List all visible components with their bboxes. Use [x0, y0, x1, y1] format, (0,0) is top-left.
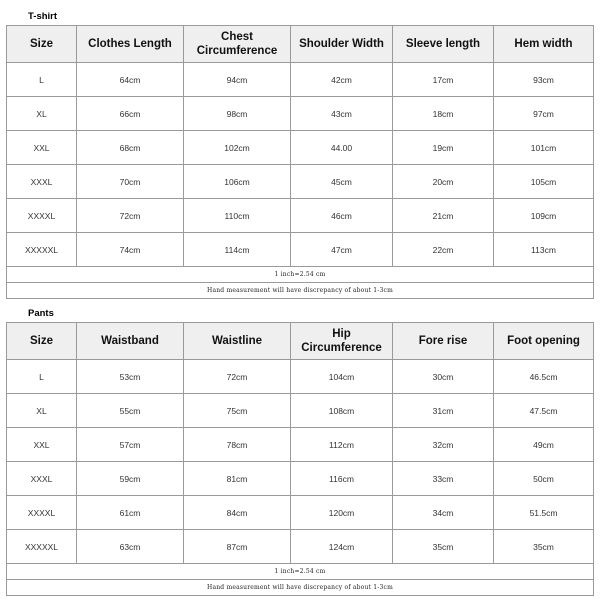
size-cell: XXL [7, 131, 77, 165]
table-cell: 34cm [393, 496, 494, 530]
size-cell: XXL [7, 428, 77, 462]
table-cell: 35cm [494, 530, 594, 564]
table-cell: 51.5cm [494, 496, 594, 530]
table-cell: 105cm [494, 165, 594, 199]
header-size: Size [7, 26, 77, 63]
table-cell: 55cm [77, 394, 184, 428]
table-cell: 81cm [184, 462, 291, 496]
tshirt-size-table [6, 25, 594, 299]
header-hip-circumference: Hip Circumference [291, 323, 393, 360]
unit-conversion-note: 1 inch=2.54 cm [7, 564, 594, 580]
table-cell: 31cm [393, 394, 494, 428]
note-row [7, 564, 594, 580]
table-cell: 102cm [184, 131, 291, 165]
size-cell: XL [7, 97, 77, 131]
table-cell: 22cm [393, 233, 494, 267]
table-cell: 113cm [494, 233, 594, 267]
table-header-row [7, 26, 594, 63]
table-row [7, 394, 594, 428]
table-cell: 47.5cm [494, 394, 594, 428]
pants-section-title: Pants [28, 308, 54, 319]
table-cell: 47cm [291, 233, 393, 267]
table-cell: 66cm [77, 97, 184, 131]
table-cell: 124cm [291, 530, 393, 564]
table-cell: 97cm [494, 97, 594, 131]
table-cell: 94cm [184, 63, 291, 97]
table-cell: 72cm [184, 360, 291, 394]
note-row [7, 283, 594, 299]
header-sleeve-length: Sleeve length [393, 26, 494, 63]
table-cell: 49cm [494, 428, 594, 462]
table-cell: 35cm [393, 530, 494, 564]
table-cell: 68cm [77, 131, 184, 165]
table-cell: 53cm [77, 360, 184, 394]
table-cell: 75cm [184, 394, 291, 428]
table-cell: 110cm [184, 199, 291, 233]
table-cell: 33cm [393, 462, 494, 496]
table-row [7, 165, 594, 199]
header-fore-rise: Fore rise [393, 323, 494, 360]
tshirt-section-title: T-shirt [28, 11, 58, 22]
table-cell: 98cm [184, 97, 291, 131]
table-cell: 57cm [77, 428, 184, 462]
table-cell: 114cm [184, 233, 291, 267]
size-cell: L [7, 63, 77, 97]
table-row [7, 360, 594, 394]
note-row [7, 267, 594, 283]
size-cell: XXXXXL [7, 233, 77, 267]
header-size: Size [7, 323, 77, 360]
table-cell: 43cm [291, 97, 393, 131]
measurement-discrepancy-note: Hand measurement will have discrepancy of about 1-3cm [7, 580, 594, 596]
table-row [7, 233, 594, 267]
table-cell: 61cm [77, 496, 184, 530]
size-cell: XXXL [7, 165, 77, 199]
table-cell: 45cm [291, 165, 393, 199]
table-cell: 17cm [393, 63, 494, 97]
table-cell: 78cm [184, 428, 291, 462]
table-row [7, 63, 594, 97]
measurement-discrepancy-note: Hand measurement will have discrepancy of about 1-3cm [7, 283, 594, 299]
table-cell: 120cm [291, 496, 393, 530]
table-cell: 72cm [77, 199, 184, 233]
table-cell: 19cm [393, 131, 494, 165]
table-cell: 74cm [77, 233, 184, 267]
size-cell: XXXL [7, 462, 77, 496]
table-cell: 21cm [393, 199, 494, 233]
header-chest-circumference: Chest Circumference [184, 26, 291, 63]
table-row [7, 496, 594, 530]
table-cell: 30cm [393, 360, 494, 394]
table-cell: 87cm [184, 530, 291, 564]
size-cell: XXXXL [7, 199, 77, 233]
table-cell: 112cm [291, 428, 393, 462]
note-row [7, 580, 594, 596]
table-cell: 109cm [494, 199, 594, 233]
header-waistband: Waistband [77, 323, 184, 360]
table-cell: 84cm [184, 496, 291, 530]
header-shoulder-width: Shoulder Width [291, 26, 393, 63]
header-hem-width: Hem width [494, 26, 594, 63]
table-cell: 93cm [494, 63, 594, 97]
table-cell: 104cm [291, 360, 393, 394]
table-cell: 32cm [393, 428, 494, 462]
table-header-row [7, 323, 594, 360]
size-cell: XL [7, 394, 77, 428]
table-cell: 42cm [291, 63, 393, 97]
table-cell: 70cm [77, 165, 184, 199]
table-row [7, 131, 594, 165]
header-clothes-length: Clothes Length [77, 26, 184, 63]
table-row [7, 530, 594, 564]
table-cell: 46cm [291, 199, 393, 233]
table-cell: 108cm [291, 394, 393, 428]
table-cell: 101cm [494, 131, 594, 165]
table-cell: 59cm [77, 462, 184, 496]
table-cell: 50cm [494, 462, 594, 496]
size-cell: L [7, 360, 77, 394]
table-cell: 46.5cm [494, 360, 594, 394]
header-waistline: Waistline [184, 323, 291, 360]
size-cell: XXXXL [7, 496, 77, 530]
table-row [7, 199, 594, 233]
table-cell: 64cm [77, 63, 184, 97]
pants-size-table [6, 322, 594, 596]
table-cell: 106cm [184, 165, 291, 199]
table-row [7, 97, 594, 131]
table-cell: 44.00 [291, 131, 393, 165]
table-row [7, 462, 594, 496]
table-cell: 63cm [77, 530, 184, 564]
unit-conversion-note: 1 inch=2.54 cm [7, 267, 594, 283]
size-cell: XXXXXL [7, 530, 77, 564]
table-cell: 116cm [291, 462, 393, 496]
header-foot-opening: Foot opening [494, 323, 594, 360]
table-cell: 20cm [393, 165, 494, 199]
table-cell: 18cm [393, 97, 494, 131]
table-row [7, 428, 594, 462]
